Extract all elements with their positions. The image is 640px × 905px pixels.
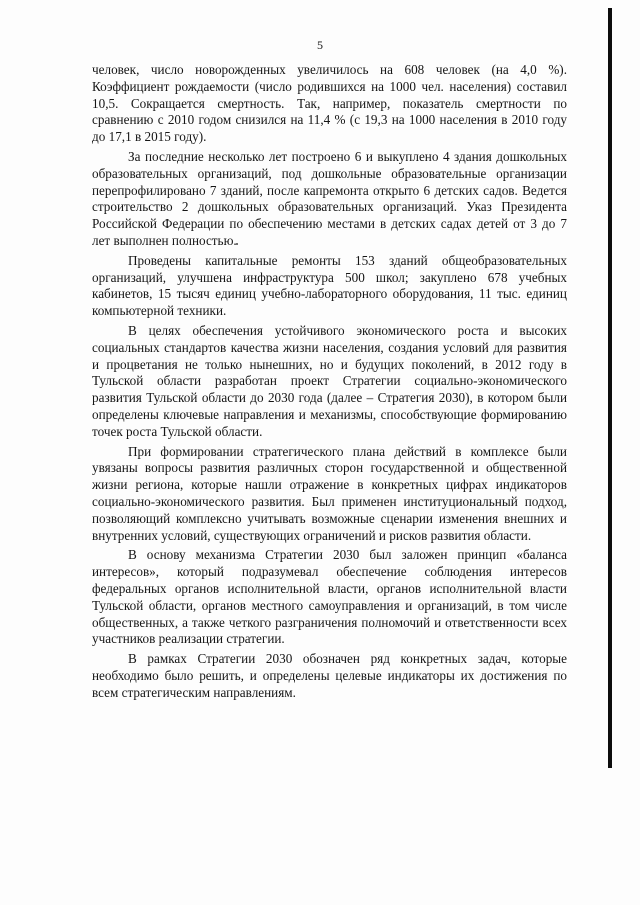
paragraph-strategic-plan: При формировании стратегического плана действий в комплексе были увязаны вопросы развития различных сторон государственной и общественной жизни региона, которые нашли отражение в конкретных цифрах индикаторов социально-экономического развития. Был применен институциональный подход, позволяющий комплексно учитывать возможные сценарии изменения внешних и внутренних условий, существующих ограничений и рисков развития области. [92,443,567,543]
document-body [92,62,567,704]
paragraph-preschool: За последние несколько лет построено 6 и выкуплено 4 здания дошкольных образовательных организаций, под дошкольные образовательные организации перепрофилировано 7 зданий, после капремонта открыто 6 детских садов. Ведется строительство 2 дошкольных образовательных организаций. Указ Президента Российской Федерации по обеспечению местами в детских садах детей от 3 до 7 лет выполнен полностью. [92,148,567,248]
scan-border-line [608,8,612,768]
paragraph-strategy-goals: В целях обеспечения устойчивого экономического роста и высоких социальных стандартов качества жизни населения, создания условий для развития и процветания не только нынешних, но и будущих поколений, в 2012 году в Тульской области разработан проект Стратегии социально-экономического развития Тульской области до 2030 года (далее – Стратегия 2030), в котором были определены ключевые направления и механизмы, способствующие формированию точек роста Тульской области. [92,322,567,439]
paragraph-balance-of-interests: В основу механизма Стратегии 2030 был заложен принцип «баланса интересов», который подразумевал обеспечение соблюдения интересов федеральных органов исполнительной власти, органов исполнительной власти Тульской области, органов местного самоуправления и организаций, в том числе общественных, а также четкого разграничения полномочий и ответственности всех участников реализации стратегии. [92,547,567,647]
paragraph-birth-rate: человек, число новорожденных увеличилось на 608 человек (на 4,0 %). Коэффициент рождаемости (число родившихся на 1000 чел. населения) составил 10,5. Сокращается смертность. Так, например, показатель смертности по сравнению с 2010 годом снизился на 11,4 % (с 19,3 на 1000 населения в 2010 году до 17,1 в 2015 году). [92,62,567,145]
paragraph-school-repairs: Проведены капитальные ремонты 153 зданий общеобразовательных организаций, улучшена инфраструктура 500 школ; закуплено 678 учебных кабинетов, 15 тысяч единиц учебно-лабораторного оборудования, 11 тыс. единиц компьютерной техники. [92,252,567,319]
paragraph-objectives: В рамках Стратегии 2030 обозначен ряд конкретных задач, которые необходимо было решить, и определены целевые индикаторы их достижения по всем стратегическим направлениям. [92,651,567,700]
page-number: 5 [317,38,323,52]
